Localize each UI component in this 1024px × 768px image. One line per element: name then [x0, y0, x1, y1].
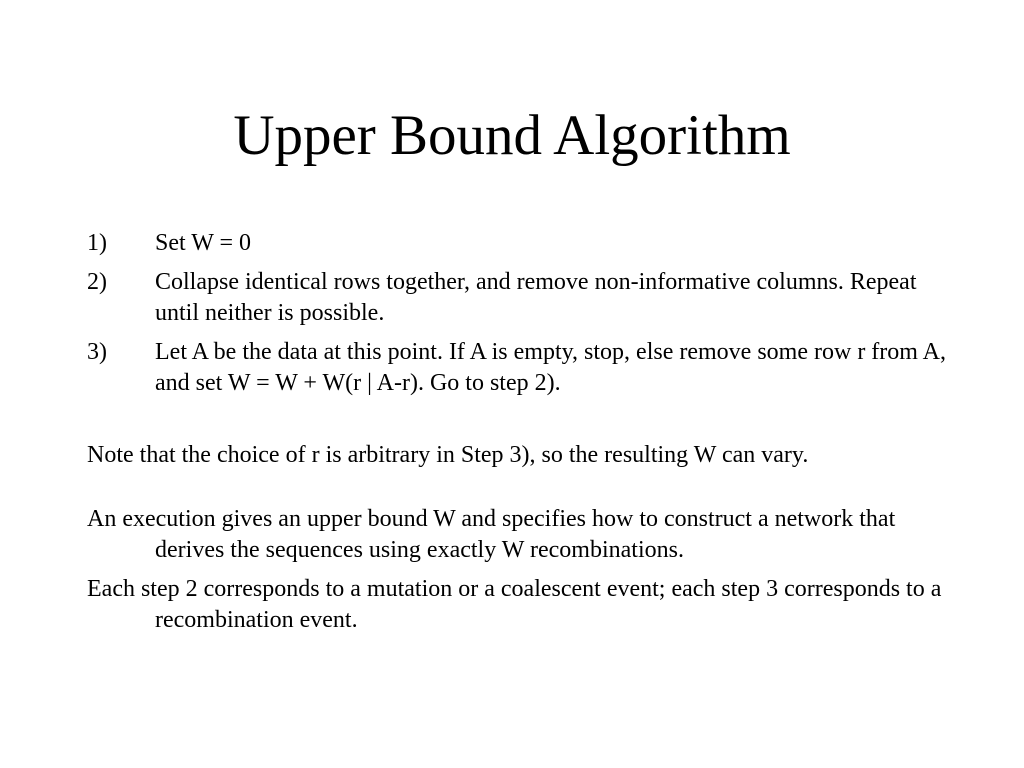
slide-body — [87, 228, 947, 636]
step-number: 3) — [87, 339, 107, 365]
step-item-2 — [87, 267, 947, 329]
note-paragraph: Note that the choice of r is arbitrary in Step 3), so the resulting W can vary. — [87, 442, 809, 468]
step-text: Set W = 0 — [155, 230, 251, 256]
execution-paragraph: An execution gives an upper bound W and specifies how to construct a network that derives the sequences using exactly W recombinations. — [87, 506, 896, 563]
step-number: 2) — [87, 269, 107, 295]
spacer — [87, 407, 947, 440]
slide-title: Upper Bound Algorithm — [233, 104, 791, 167]
step-text: Let A be the data at this point. If A is empty, stop, else remove some row r from A, and set W = W + W(r | A-r). Go to step 2). — [155, 339, 946, 396]
step-item-1 — [87, 228, 947, 259]
each-step-paragraph: Each step 2 corresponds to a mutation or a coalescent event; each step 3 corresponds to a recombination event. — [87, 576, 942, 633]
step-text: Collapse identical rows together, and remove non-informative columns. Repeat until neither is possible. — [155, 269, 917, 326]
step-number: 1) — [87, 230, 107, 256]
step-item-3 — [87, 337, 947, 399]
spacer — [87, 471, 947, 504]
